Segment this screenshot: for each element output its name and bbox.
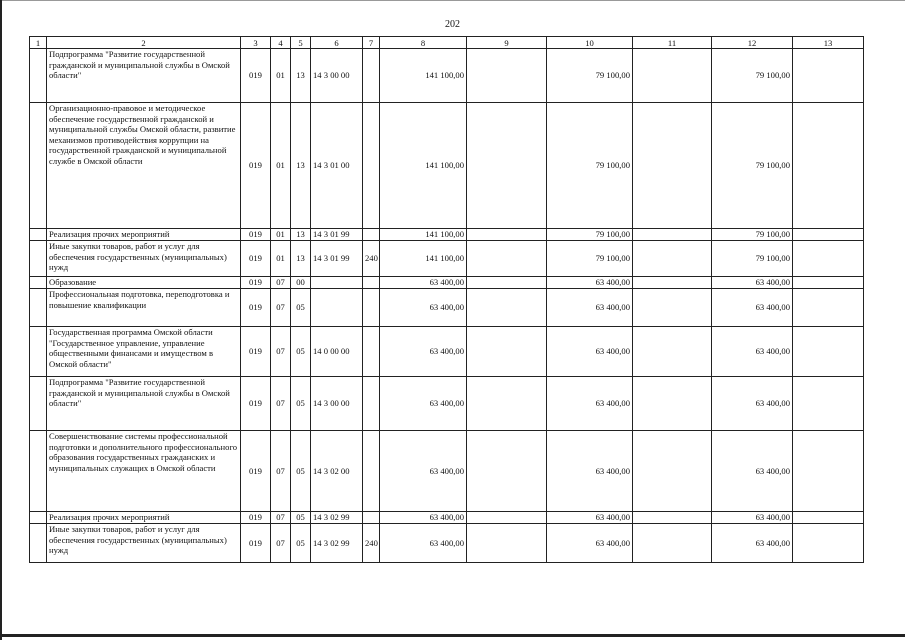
cell-amount-col10: 79 100,00: [547, 49, 633, 103]
cell-amount-col13: [793, 277, 864, 289]
cell-amount-col11: [633, 524, 712, 563]
cell-amount-col10: 63 400,00: [547, 431, 633, 512]
cell-section: 01: [271, 241, 291, 277]
cell-name: Совершенствование системы профессиональной подготовки и дополнительного профессионального образования государственных гражданских и муниципальных служащих в Омской области: [47, 431, 241, 512]
cell-amount-col13: [793, 49, 864, 103]
cell-amount-col9: [467, 377, 547, 431]
table-row: [30, 431, 864, 512]
cell-amount-col9: [467, 524, 547, 563]
cell-ministry-code: 019: [241, 524, 271, 563]
cell-row-number: [30, 229, 47, 241]
table-row: [30, 277, 864, 289]
table-row: [30, 289, 864, 327]
cell-subsection: 05: [291, 431, 311, 512]
cell-ministry-code: 019: [241, 431, 271, 512]
cell-name: Профессиональная подготовка, переподготовка и повышение квалификации: [47, 289, 241, 327]
table-row: [30, 377, 864, 431]
cell-amount-col11: [633, 512, 712, 524]
scan-edge-bottom: [0, 634, 905, 637]
cell-name: Образование: [47, 277, 241, 289]
cell-amount-col10: 79 100,00: [547, 229, 633, 241]
cell-ministry-code: 019: [241, 49, 271, 103]
cell-amount-col10: 63 400,00: [547, 289, 633, 327]
cell-expense-type: [363, 229, 380, 241]
cell-target-article: 14 0 00 00: [311, 327, 363, 377]
cell-amount-col10: 63 400,00: [547, 327, 633, 377]
cell-ministry-code: 019: [241, 229, 271, 241]
cell-ministry-code: 019: [241, 512, 271, 524]
cell-subsection: 05: [291, 327, 311, 377]
cell-target-article: 14 3 01 00: [311, 103, 363, 229]
cell-amount-col12: 63 400,00: [712, 512, 793, 524]
cell-amount-col11: [633, 103, 712, 229]
cell-section: 07: [271, 327, 291, 377]
table-header-row: [30, 37, 864, 49]
cell-subsection: 05: [291, 289, 311, 327]
cell-ministry-code: 019: [241, 241, 271, 277]
cell-target-article: [311, 289, 363, 327]
scan-edge-left: [0, 0, 2, 640]
cell-section: 07: [271, 524, 291, 563]
header-cell: 8: [380, 37, 467, 49]
cell-amount-col12: 63 400,00: [712, 431, 793, 512]
cell-section: 07: [271, 377, 291, 431]
cell-expense-type: 240: [363, 241, 380, 277]
cell-row-number: [30, 277, 47, 289]
cell-section: 07: [271, 431, 291, 512]
cell-target-article: 14 3 02 99: [311, 524, 363, 563]
cell-amount-col12: 63 400,00: [712, 377, 793, 431]
cell-amount-col9: [467, 431, 547, 512]
cell-amount-col12: 79 100,00: [712, 229, 793, 241]
cell-target-article: 14 3 02 99: [311, 512, 363, 524]
table-row: [30, 49, 864, 103]
cell-ministry-code: 019: [241, 277, 271, 289]
cell-section: 01: [271, 49, 291, 103]
header-cell: 6: [311, 37, 363, 49]
cell-section: 01: [271, 229, 291, 241]
cell-expense-type: 240: [363, 524, 380, 563]
cell-amount-col8: 63 400,00: [380, 431, 467, 512]
cell-expense-type: [363, 377, 380, 431]
header-cell: 11: [633, 37, 712, 49]
cell-ministry-code: 019: [241, 289, 271, 327]
cell-target-article: [311, 277, 363, 289]
cell-subsection: 13: [291, 103, 311, 229]
cell-row-number: [30, 431, 47, 512]
cell-name: Иные закупки товаров, работ и услуг для обеспечения государственных (муниципальных) нужд: [47, 241, 241, 277]
cell-amount-col11: [633, 327, 712, 377]
header-cell: 9: [467, 37, 547, 49]
cell-amount-col11: [633, 289, 712, 327]
cell-amount-col9: [467, 229, 547, 241]
cell-name: Подпрограмма "Развитие государственной гражданской и муниципальной службы в Омской области": [47, 49, 241, 103]
cell-amount-col9: [467, 49, 547, 103]
header-cell: 1: [30, 37, 47, 49]
cell-amount-col12: 79 100,00: [712, 241, 793, 277]
cell-amount-col13: [793, 524, 864, 563]
cell-ministry-code: 019: [241, 327, 271, 377]
cell-row-number: [30, 327, 47, 377]
cell-amount-col9: [467, 241, 547, 277]
header-cell: 4: [271, 37, 291, 49]
cell-amount-col13: [793, 229, 864, 241]
cell-amount-col8: 63 400,00: [380, 277, 467, 289]
cell-expense-type: [363, 49, 380, 103]
cell-amount-col10: 63 400,00: [547, 377, 633, 431]
cell-name: Реализация прочих мероприятий: [47, 229, 241, 241]
cell-subsection: 05: [291, 377, 311, 431]
cell-amount-col8: 63 400,00: [380, 327, 467, 377]
cell-subsection: 13: [291, 49, 311, 103]
cell-amount-col13: [793, 431, 864, 512]
scan-edge-top: [0, 0, 905, 1]
cell-name: Реализация прочих мероприятий: [47, 512, 241, 524]
cell-amount-col11: [633, 229, 712, 241]
table-row: [30, 327, 864, 377]
cell-name: Иные закупки товаров, работ и услуг для обеспечения государственных (муниципальных) нужд: [47, 524, 241, 563]
cell-name: Организационно-правовое и методическое обеспечение государственной гражданской и муниципальной службы Омской области, развитие механизмов противодействия коррупции на государственной гражданской и муниципальной службе в Омской области: [47, 103, 241, 229]
cell-amount-col12: 79 100,00: [712, 103, 793, 229]
cell-subsection: 13: [291, 229, 311, 241]
cell-amount-col13: [793, 377, 864, 431]
cell-target-article: 14 3 01 99: [311, 241, 363, 277]
cell-expense-type: [363, 431, 380, 512]
cell-amount-col9: [467, 327, 547, 377]
cell-row-number: [30, 241, 47, 277]
cell-amount-col13: [793, 103, 864, 229]
cell-subsection: 13: [291, 241, 311, 277]
cell-row-number: [30, 49, 47, 103]
cell-amount-col13: [793, 241, 864, 277]
cell-amount-col12: 63 400,00: [712, 327, 793, 377]
cell-amount-col8: 141 100,00: [380, 229, 467, 241]
cell-ministry-code: 019: [241, 377, 271, 431]
budget-table: [29, 36, 864, 563]
cell-row-number: [30, 524, 47, 563]
cell-expense-type: [363, 512, 380, 524]
cell-amount-col8: 63 400,00: [380, 512, 467, 524]
cell-amount-col8: 63 400,00: [380, 524, 467, 563]
cell-row-number: [30, 512, 47, 524]
header-cell: 7: [363, 37, 380, 49]
header-cell: 5: [291, 37, 311, 49]
cell-amount-col12: 63 400,00: [712, 277, 793, 289]
cell-target-article: 14 3 00 00: [311, 377, 363, 431]
cell-amount-col13: [793, 327, 864, 377]
cell-amount-col9: [467, 103, 547, 229]
cell-amount-col8: 63 400,00: [380, 289, 467, 327]
cell-amount-col9: [467, 289, 547, 327]
header-cell: 13: [793, 37, 864, 49]
cell-amount-col11: [633, 377, 712, 431]
cell-row-number: [30, 377, 47, 431]
cell-subsection: 05: [291, 512, 311, 524]
cell-amount-col10: 79 100,00: [547, 241, 633, 277]
cell-name: Подпрограмма "Развитие государственной гражданской и муниципальной службы в Омской области": [47, 377, 241, 431]
cell-amount-col12: 63 400,00: [712, 524, 793, 563]
cell-section: 07: [271, 289, 291, 327]
cell-amount-col11: [633, 431, 712, 512]
cell-subsection: 00: [291, 277, 311, 289]
cell-amount-col8: 141 100,00: [380, 103, 467, 229]
budget-sheet: [29, 36, 864, 563]
cell-amount-col8: 141 100,00: [380, 49, 467, 103]
cell-amount-col10: 79 100,00: [547, 103, 633, 229]
table-row: [30, 512, 864, 524]
cell-expense-type: [363, 327, 380, 377]
cell-amount-col13: [793, 512, 864, 524]
header-cell: 10: [547, 37, 633, 49]
page-number: 202: [445, 19, 460, 30]
cell-amount-col9: [467, 277, 547, 289]
cell-name: Государственная программа Омской области "Государственное управление, управление общественными финансами и имуществом в Омской области": [47, 327, 241, 377]
cell-section: 01: [271, 103, 291, 229]
cell-amount-col8: 141 100,00: [380, 241, 467, 277]
cell-target-article: 14 3 02 00: [311, 431, 363, 512]
header-cell: 3: [241, 37, 271, 49]
cell-row-number: [30, 289, 47, 327]
header-cell: 12: [712, 37, 793, 49]
cell-amount-col11: [633, 49, 712, 103]
cell-target-article: 14 3 01 99: [311, 229, 363, 241]
cell-expense-type: [363, 277, 380, 289]
cell-amount-col12: 63 400,00: [712, 289, 793, 327]
cell-expense-type: [363, 289, 380, 327]
cell-row-number: [30, 103, 47, 229]
table-row: [30, 229, 864, 241]
cell-ministry-code: 019: [241, 103, 271, 229]
cell-amount-col10: 63 400,00: [547, 524, 633, 563]
header-cell: 2: [47, 37, 241, 49]
table-row: [30, 524, 864, 563]
cell-section: 07: [271, 512, 291, 524]
table-row: [30, 241, 864, 277]
cell-amount-col10: 63 400,00: [547, 277, 633, 289]
cell-amount-col12: 79 100,00: [712, 49, 793, 103]
cell-target-article: 14 3 00 00: [311, 49, 363, 103]
cell-amount-col11: [633, 277, 712, 289]
cell-subsection: 05: [291, 524, 311, 563]
cell-amount-col11: [633, 241, 712, 277]
cell-amount-col8: 63 400,00: [380, 377, 467, 431]
cell-section: 07: [271, 277, 291, 289]
cell-amount-col9: [467, 512, 547, 524]
cell-expense-type: [363, 103, 380, 229]
table-row: [30, 103, 864, 229]
cell-amount-col10: 63 400,00: [547, 512, 633, 524]
cell-amount-col13: [793, 289, 864, 327]
